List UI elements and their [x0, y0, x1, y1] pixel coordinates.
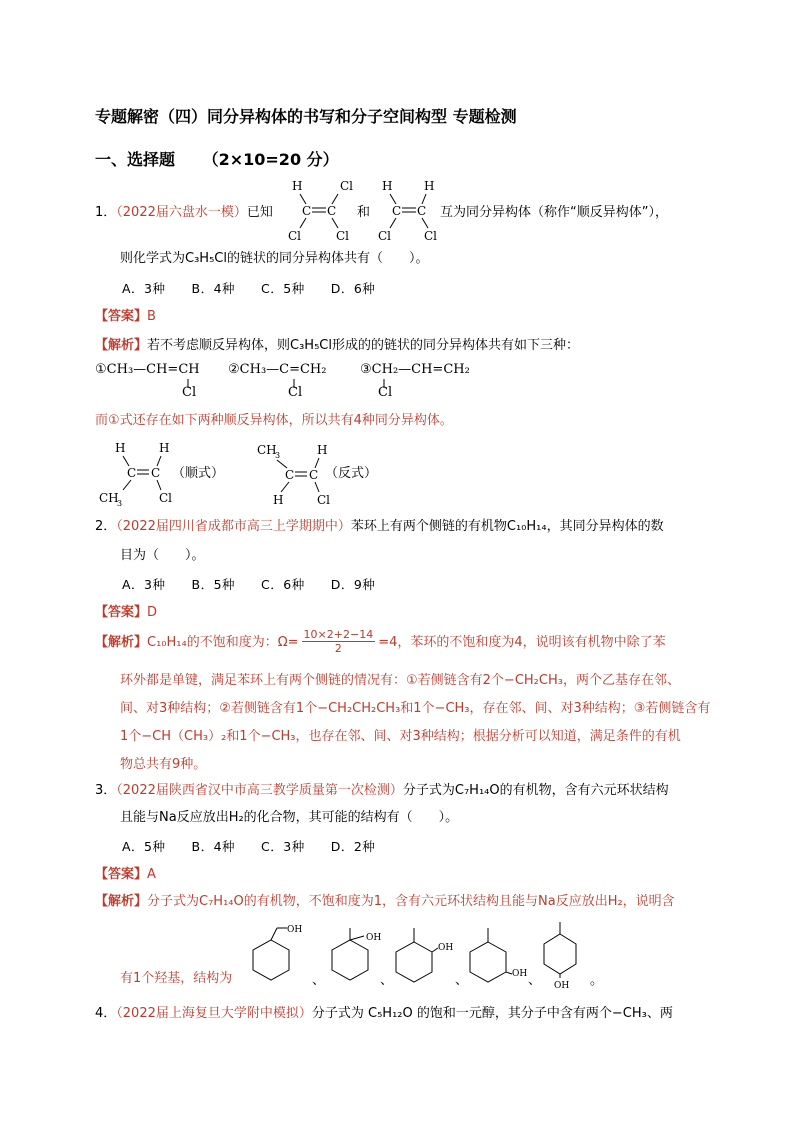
q3-answer: 【答案】A [95, 867, 156, 882]
q1-trans-label: （反式） [325, 466, 378, 481]
q2-line2: 目为（ ）。 [120, 548, 205, 563]
q2-options: A．3种 B．5种 C．6种 D．9种 [122, 577, 376, 592]
svg-text:Cl: Cl [424, 229, 438, 243]
q1-struct-3-cl: Cl [378, 385, 393, 400]
q1-struct-2-cl: Cl [288, 385, 303, 400]
q3-analysis-1: 【解析】分子式为C₇H₁₄O的有机物，不饱和度为1，含有六元环状结构且能与Na反应放出H₂，说明含 [95, 894, 675, 909]
q2-analysis-1: 【解析】C₁₀H₁₄的不饱和度为：Ω= $\frac{10\times 2+2-14}{2}$ =4，苯环的不饱和度为4，说明该有机物中除了苯 [95, 628, 666, 655]
svg-text:3: 3 [117, 499, 123, 508]
q1-options: A．3种 B．4种 C．5种 D．6种 [122, 281, 376, 296]
q1-and: 和 [357, 205, 371, 220]
q3-line2: 且能与Na反应放出H₂的化合物，其可能的结构有（ ）。 [120, 810, 459, 825]
q1-cis-label: （顺式） [172, 466, 225, 481]
svg-text:C: C [285, 468, 295, 482]
q2-analysis-3: 间、对3种结构；②若侧链含有1个−CH₂CH₂CH₃和1个−CH₃，存在邻、间、对3种结构；③若侧链含有 [120, 701, 711, 716]
q2-analysis-5: 物总共有9种。 [120, 757, 207, 772]
svg-text:OH: OH [554, 981, 570, 991]
svg-text:OH: OH [438, 943, 454, 953]
section-label: 一、选择题 [95, 150, 176, 169]
svg-text:C: C [127, 466, 137, 480]
q3-1-methylcyclohexanol-structure [328, 924, 388, 990]
q1-text-b: 互为同分异构体（称作“顺反异构体”）， [440, 205, 668, 220]
q4-line1: 4．（2022届上海复旦大学附中模拟）分子式为 C₅H₁₂O 的饱和一元醇，其分子中含有两个−CH₃、两 [95, 1006, 673, 1021]
svg-text:Cl: Cl [378, 229, 392, 243]
q3-2-methylcyclohexanol-structure [396, 924, 456, 990]
q1-line1: 1．（2022届六盘水一模）已知 [95, 205, 273, 220]
svg-text:CH: CH [257, 443, 277, 457]
svg-text:H: H [317, 443, 328, 457]
svg-text:3: 3 [275, 451, 281, 460]
q4-source: （2022届上海复旦大学附中模拟） [116, 1006, 312, 1021]
svg-text:H: H [382, 179, 393, 193]
q3-end: 。 [590, 973, 604, 988]
svg-text:H: H [159, 441, 170, 455]
q1-s1-cl-top: Cl [340, 179, 354, 193]
q3-line1: 3．（2022届陕西省汉中市高三教学质量第一次检测）分子式为C₇H₁₄O的有机物，含有六元环状结构 [95, 783, 669, 798]
svg-text:H: H [424, 179, 435, 193]
svg-text:C: C [309, 468, 319, 482]
svg-text:Cl: Cl [317, 493, 331, 507]
q2-line1: 2．（2022届四川省成都市高三上学期期中）苯环上有两个侧链的有机物C₁₀H₁₄，其同分异构体的数 [95, 519, 664, 534]
q3-3-methylcyclohexanol-structure [470, 924, 530, 990]
svg-text:OH: OH [512, 969, 528, 979]
q1-s1-cl-bl: Cl [288, 229, 302, 243]
q1-s1-cl-br: Cl [336, 229, 350, 243]
svg-text:OH: OH [287, 925, 303, 935]
q1-source: （2022届六盘水一模） [116, 205, 247, 220]
q2-answer: 【答案】D [95, 605, 158, 620]
svg-text:CH: CH [99, 491, 119, 505]
q1-struct-1-cl: Cl [182, 385, 197, 400]
q1-analysis-2: 而①式还存在如下两种顺反异构体，所以共有4种同分异构体。 [95, 413, 453, 428]
q1-line2: 则化学式为C₃H₅Cl的链状的同分异构体共有（ ）。 [120, 251, 429, 266]
page-title: 专题解密（四）同分异构体的书写和分子空间构型 专题检测 [95, 107, 517, 126]
q3-sep-3: 、 [455, 973, 469, 988]
q2-fraction: $\frac{10\times 2+2-14}{2}$ [303, 628, 374, 655]
q3-options: A．5种 B．4种 C．3种 D．2种 [122, 839, 376, 854]
svg-text:Cl: Cl [159, 491, 173, 505]
q1-answer: 【答案】B [95, 309, 156, 324]
svg-text:H: H [115, 441, 126, 455]
q3-4-methylcyclohexanol-structure [540, 920, 590, 990]
svg-text:H: H [273, 493, 284, 507]
q3-source: （2022届陕西省汉中市高三教学质量第一次检测） [116, 783, 403, 798]
q1-struct-bonds [0, 0, 794, 400]
q1-s1-c: C [302, 204, 312, 218]
q3-sep-4: 、 [528, 973, 542, 988]
q1-s1-c: C [327, 204, 337, 218]
q2-analysis-4: 1个−CH（CH₃）₂和1个−CH₃，也存在邻、间、对3种结构；根据分析可以知道，满足条件的有机 [120, 729, 681, 744]
q3-sep-2: 、 [380, 973, 394, 988]
q3-cyclohexyl-methanol-structure [245, 920, 305, 990]
q1-struct-3: ③CH₂—CH=CH₂ [360, 362, 470, 377]
svg-text:C: C [392, 204, 402, 218]
q1-struct-2: ②CH₃—C=CH₂ [228, 362, 327, 377]
q1-analysis-1: 【解析】若不考虑顺反异构体，则C₃H₅Cl形成的的链状的同分异构体共有如下三种： [95, 338, 579, 353]
q1-s1-h: H [292, 179, 303, 193]
q2-source: （2022届四川省成都市高三上学期期中） [116, 519, 351, 534]
q1-struct-1: ①CH₃—CH=CH [95, 362, 200, 377]
svg-text:OH: OH [366, 933, 382, 943]
section-score: （2×10=20 分） [202, 150, 339, 169]
q3-sep-1: 、 [312, 973, 326, 988]
q2-analysis-2: 环外都是单键，满足苯环上有两个侧链的情况有：①若侧链含有2个−CH₂CH₃，两个乙基存在邻、 [120, 673, 680, 688]
svg-text:C: C [417, 204, 427, 218]
svg-text:C: C [151, 466, 161, 480]
q3-analysis-2: 有1个羟基，结构为 [120, 971, 233, 986]
